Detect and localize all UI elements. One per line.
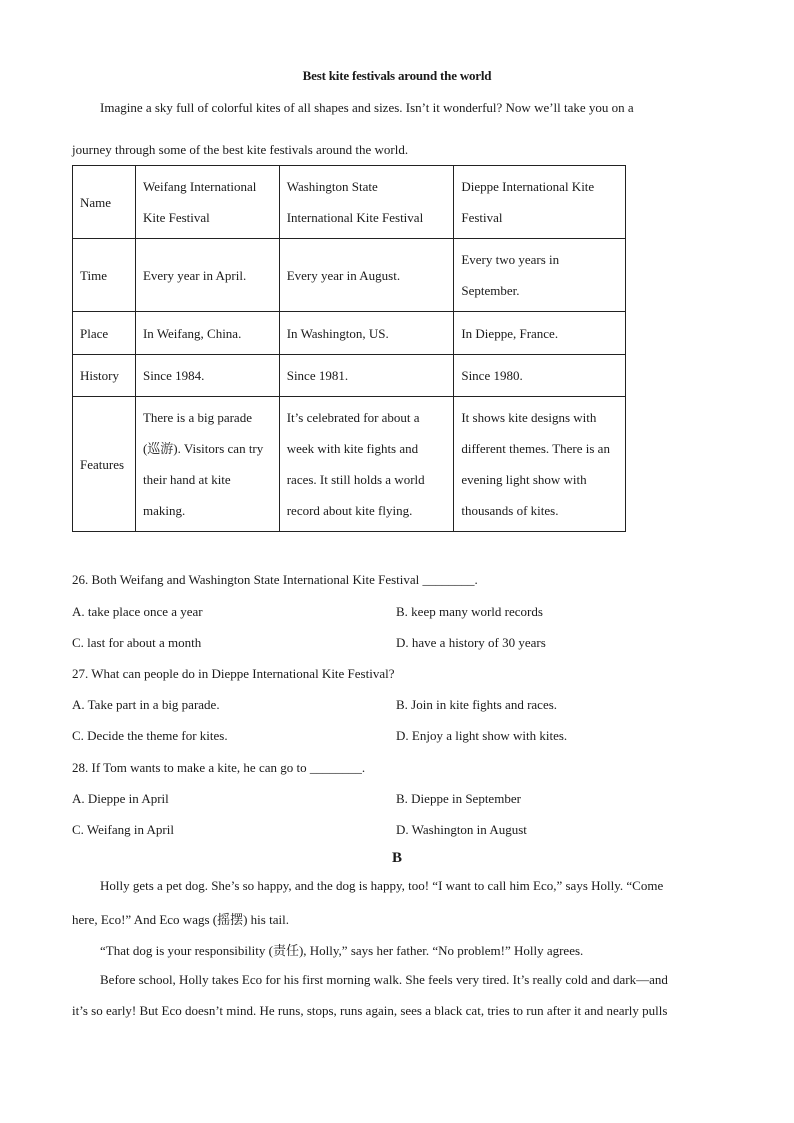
question-26-stem: 26. Both Weifang and Washington State International Kite Festival ________. bbox=[72, 572, 478, 587]
table-cell: Washington State International Kite Festival bbox=[279, 166, 454, 239]
question-26-option-d: D. have a history of 30 years bbox=[396, 635, 546, 650]
question-28-option-a: A. Dieppe in April bbox=[72, 791, 169, 806]
table-row bbox=[73, 312, 626, 355]
question-28-stem: 28. If Tom wants to make a kite, he can go to ________. bbox=[72, 760, 366, 775]
table-row bbox=[73, 355, 626, 397]
table-row bbox=[73, 166, 626, 239]
table-cell: Dieppe International Kite Festival bbox=[454, 166, 626, 239]
section-b-line: Holly gets a pet dog. She’s so happy, and the dog is happy, too! “I want to call him Eco,” says Holly. “Come bbox=[100, 878, 664, 893]
question-28-option-c: C. Weifang in April bbox=[72, 822, 174, 837]
table-cell: In Washington, US. bbox=[279, 312, 454, 355]
section-b-line: Before school, Holly takes Eco for his first morning walk. She feels very tired. It’s really cold and dark—and bbox=[100, 972, 668, 987]
question-27-option-a: A. Take part in a big parade. bbox=[72, 697, 220, 712]
table-cell: Every year in April. bbox=[135, 239, 279, 312]
table-cell: It shows kite designs with different themes. There is an evening light show with thousands of kites. bbox=[454, 397, 626, 532]
question-27-option-b: B. Join in kite fights and races. bbox=[396, 697, 558, 712]
question-27-stem: 27. What can people do in Dieppe International Kite Festival? bbox=[72, 666, 395, 681]
table-row bbox=[73, 239, 626, 312]
passage-title: Best kite festivals around the world bbox=[302, 68, 492, 83]
row-label: Place bbox=[73, 312, 136, 355]
question-28-option-b: B. Dieppe in September bbox=[396, 791, 521, 806]
table-cell: Every year in August. bbox=[279, 239, 454, 312]
question-28-option-d: D. Washington in August bbox=[396, 822, 527, 837]
table-cell: Weifang International Kite Festival bbox=[135, 166, 279, 239]
table-cell: Since 1984. bbox=[135, 355, 279, 397]
table-cell: In Weifang, China. bbox=[135, 312, 279, 355]
question-27-option-c: C. Decide the theme for kites. bbox=[72, 728, 228, 743]
kite-festival-table bbox=[72, 165, 626, 532]
row-label: History bbox=[73, 355, 136, 397]
table-cell: Since 1981. bbox=[279, 355, 454, 397]
table-cell: Every two years in September. bbox=[454, 239, 626, 312]
intro-line-1: Imagine a sky full of colorful kites of all shapes and sizes. Isn’t it wonderful? Now we’ll take you on a bbox=[100, 100, 634, 115]
table-cell: In Dieppe, France. bbox=[454, 312, 626, 355]
question-26-option-a: A. take place once a year bbox=[72, 604, 203, 619]
question-26-option-c: C. last for about a month bbox=[72, 635, 202, 650]
table-cell: Since 1980. bbox=[454, 355, 626, 397]
section-b-line: “That dog is your responsibility (责任), Holly,” says her father. “No problem!” Holly agrees. bbox=[100, 943, 584, 958]
row-label: Name bbox=[73, 166, 136, 239]
question-26-option-b: B. keep many world records bbox=[396, 604, 543, 619]
section-b-heading: B bbox=[391, 850, 402, 866]
table-cell: It’s celebrated for about a week with kite fights and races. It still holds a world record about kite flying. bbox=[279, 397, 454, 532]
row-label: Time bbox=[73, 239, 136, 312]
section-b-line: here, Eco!” And Eco wags (摇摆) his tail. bbox=[72, 912, 289, 927]
question-27-option-d: D. Enjoy a light show with kites. bbox=[396, 728, 568, 743]
section-b-line: it’s so early! But Eco doesn’t mind. He runs, stops, runs again, sees a black cat, tries to run after it and nearly pulls bbox=[72, 1003, 668, 1018]
table-cell: There is a big parade (巡游). Visitors can try their hand at kite making. bbox=[135, 397, 279, 532]
row-label: Features bbox=[73, 397, 136, 532]
table-row bbox=[73, 397, 626, 532]
intro-line-2: journey through some of the best kite festivals around the world. bbox=[72, 142, 409, 157]
